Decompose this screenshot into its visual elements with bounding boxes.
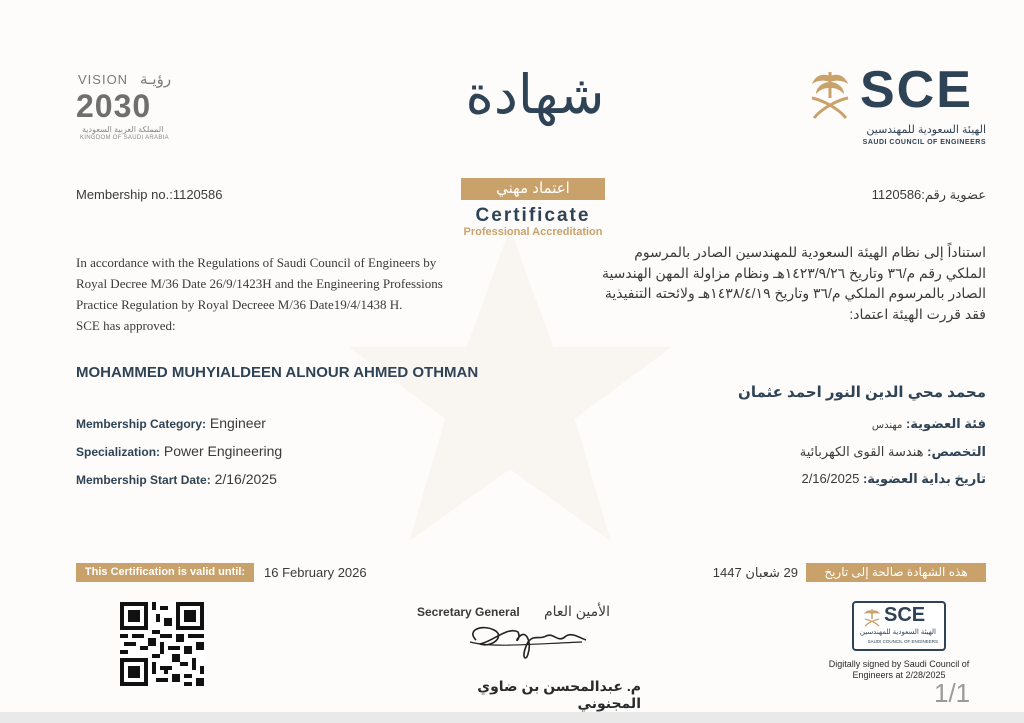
palm-swords-emblem-icon — [862, 607, 882, 627]
statement-ar — [546, 242, 986, 324]
page-indicator: 1/1 — [934, 678, 971, 708]
handwritten-signature-icon — [462, 618, 592, 666]
secretary-title-ar: الأمين العام — [544, 603, 610, 619]
validity-date-en: 16 February 2026 — [264, 565, 367, 580]
membership-label-en: Membership no.: — [76, 187, 173, 202]
vision-label-ar: رؤيـة — [140, 71, 172, 88]
certificate-subtitle-en: Professional Accreditation — [463, 226, 603, 238]
membership-value-ar: 1120586 — [871, 187, 922, 202]
statement-en-line: SCE has approved: — [76, 318, 176, 333]
detail-value: Power Engineering — [163, 443, 283, 459]
detail-value: هندسة القوى الكهربائية — [799, 444, 924, 459]
detail-label: فئة العضوية: — [905, 416, 986, 431]
vision-year: 2030 — [76, 88, 152, 124]
validity-date-ar: 29 شعبان 1447 — [712, 565, 798, 580]
sce-mark: SCE — [860, 61, 973, 119]
accreditation-band-ar: اعتماد مهني — [461, 178, 605, 200]
detail-label: Specialization: — [76, 445, 161, 459]
certificate-title-ar: شهادة — [465, 63, 605, 126]
detail-label: تاريخ بداية العضوية: — [862, 471, 986, 486]
certificate-title-en: Certificate — [475, 205, 591, 226]
secretary-title-en: Secretary General — [417, 605, 520, 619]
member-name-ar: محمد محي الدين النور احمد عثمان — [738, 384, 986, 401]
statement-ar-line: فقد قررت الهيئة اعتماد: — [849, 305, 986, 322]
statement-ar-line: استناداً إلى نظام الهيئة السعودية للمهندسين الصادر بالمرسوم — [634, 244, 986, 260]
detail-value: Engineer — [209, 415, 266, 431]
statement-en — [76, 252, 516, 336]
membership-number-ar — [872, 187, 986, 203]
vision-sub-ar: المملكة العربية السعودية — [82, 125, 164, 134]
detail-start-date-ar — [801, 471, 986, 487]
sce-name-en: SAUDI COUNCIL OF ENGINEERS — [862, 139, 986, 146]
membership-value-en: 1120586 — [172, 187, 223, 202]
detail-specialization-en — [76, 443, 282, 459]
detail-value: مهندس — [871, 420, 903, 431]
stamp-name-en: SAUDI COUNCIL OF ENGINEERS — [867, 639, 938, 644]
vision-sub-en: KINGDOM OF SAUDI ARABIA — [80, 135, 169, 141]
validity-label-ar: هذه الشهادة صالحة إلى تاريخ — [806, 563, 986, 582]
vision-label: VISION — [78, 72, 129, 87]
stamp-name-ar: الهيئة السعودية للمهندسين — [859, 629, 936, 636]
detail-category-en — [76, 415, 266, 431]
detail-label: Membership Category: — [76, 417, 207, 431]
statement-ar-line: الملكي رقم م/٣٦ وتاريخ ١٤٢٣/٩/٢٦هـ ونظام مزاولة المهن الهندسية — [601, 264, 986, 281]
digital-signature-stamp — [852, 601, 946, 651]
statement-en-line: In accordance with the Regulations of Saudi Council of Engineers by — [76, 255, 437, 270]
detail-label: التخصص: — [927, 444, 986, 459]
digital-signature-line: Engineers at 2/28/2025 — [852, 670, 946, 680]
statement-ar-line: الصادر بالمرسوم الملكي م/٣٦ وتاريخ ١٤٣٨/٤/١٩هـ ولائحته التنفيذية — [604, 285, 986, 301]
membership-label-ar: عضوية رقم: — [921, 187, 986, 202]
statement-en-line: Royal Decree M/36 Date 26/9/1423H and the Engineering Professions — [76, 276, 443, 291]
sce-logo — [806, 61, 996, 152]
detail-label: Membership Start Date: — [76, 473, 211, 487]
digital-signature-line: Digitally signed by Saudi Council of — [828, 659, 970, 669]
statement-en-line: Practice Regulation by Royal Decreee M/36 Date19/4/1438 H. — [76, 297, 403, 312]
stamp-mark: SCE — [884, 604, 926, 626]
detail-start-date-en — [76, 471, 277, 487]
detail-specialization-ar — [800, 444, 986, 460]
member-name-en: MOHAMMED MUHYIALDEEN ALNOUR AHMED OTHMAN — [76, 364, 479, 381]
viewer-bottom-bar — [0, 712, 1024, 723]
vision-2030-logo — [76, 72, 186, 144]
signer-name-ar: م. عبدالمحسن بن ضاوي المجنوني — [477, 678, 641, 711]
detail-value: 2/16/2025 — [214, 471, 277, 487]
detail-category-ar — [872, 416, 986, 432]
detail-value: 2/16/2025 — [801, 471, 860, 486]
validity-label-en: This Certification is valid until: — [76, 563, 254, 582]
sce-name-ar: الهيئة السعودية للمهندسين — [866, 124, 986, 136]
palm-swords-emblem-icon — [806, 68, 854, 124]
membership-number-en — [76, 187, 222, 202]
qr-code-icon — [120, 602, 204, 686]
